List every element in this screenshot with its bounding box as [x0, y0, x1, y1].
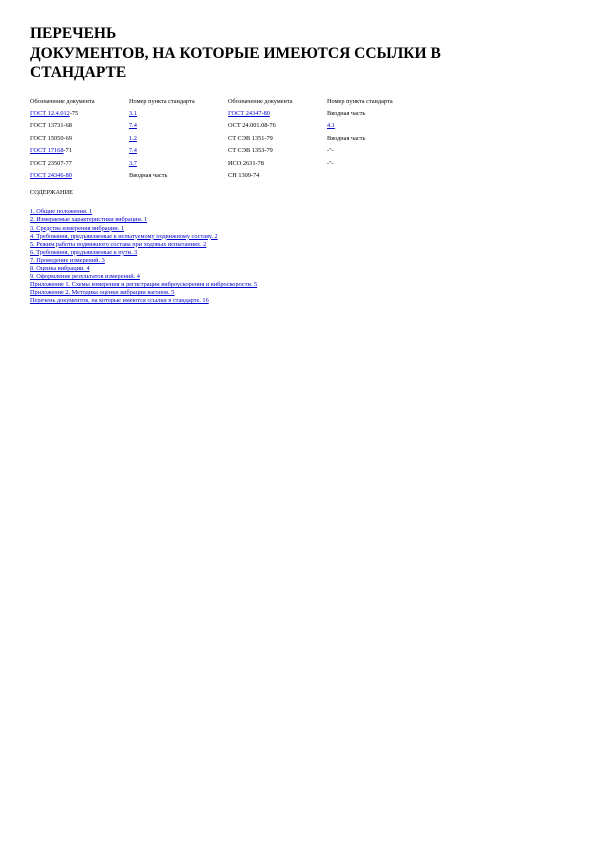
- table-cell: [30, 145, 129, 157]
- references-table: [30, 96, 396, 183]
- list-item: [30, 289, 570, 297]
- cell-text: -"-: [327, 147, 334, 155]
- table-cell: [30, 108, 129, 120]
- header-cell: Номер пункта стандарта: [327, 97, 393, 105]
- contents-link[interactable]: 4. Требования, предъявляемые к испытуемому подвижному составу. 2: [30, 232, 218, 240]
- document-page: [30, 0, 570, 305]
- cell-text: Вводная часть: [129, 171, 168, 179]
- list-item: [30, 273, 570, 281]
- table-cell: [327, 133, 396, 145]
- list-item: [30, 249, 570, 257]
- contents-link[interactable]: 3. Средства измерения вибрации. 1: [30, 224, 124, 232]
- table-cell: [228, 145, 327, 157]
- table-cell: [129, 158, 228, 170]
- cell-text: Вводная часть: [327, 134, 366, 142]
- table-row: [30, 170, 396, 182]
- header-cell: Обозначение документа: [228, 97, 293, 105]
- table-cell: [129, 133, 228, 145]
- cell-text: СТ СЭВ 1353-79: [228, 147, 273, 155]
- table-row: [30, 145, 396, 157]
- contents-link[interactable]: Приложение 2. Методика оценки вибрации вагонов. 5: [30, 289, 175, 297]
- cell-text: ИСО 2631-78: [228, 159, 264, 167]
- table-cell: [327, 145, 396, 157]
- table-cell: [129, 170, 228, 182]
- table-cell: [30, 120, 129, 132]
- reference-link[interactable]: ГОСТ 12.4.012: [30, 109, 70, 117]
- header-cell: Номер пункта стандарта: [129, 97, 195, 105]
- cell-text: ОСТ 24.001.08-76: [228, 122, 276, 130]
- list-item: [30, 208, 570, 216]
- table-row: [30, 133, 396, 145]
- contents-list: [30, 208, 570, 305]
- cell-text: СТ СЭВ 1351-79: [228, 134, 273, 142]
- reference-link[interactable]: ГОСТ 17168: [30, 147, 64, 155]
- list-item: [30, 241, 570, 249]
- table-cell: [30, 170, 129, 182]
- cell-text-suffix: -71: [63, 147, 72, 155]
- title-line-3: СТАНДАРТЕ: [30, 64, 127, 81]
- table-cell: [30, 158, 129, 170]
- cell-text: Вводная часть: [327, 109, 366, 117]
- list-item: [30, 281, 570, 289]
- table-cell: [129, 145, 228, 157]
- reference-link[interactable]: 4.1: [327, 122, 335, 130]
- table-cell: [327, 108, 396, 120]
- title-line-1: ПЕРЕЧЕНЬ: [30, 25, 117, 42]
- reference-link[interactable]: 3.7: [129, 159, 137, 167]
- table-header-row: [30, 96, 396, 108]
- reference-link[interactable]: 3.1: [129, 109, 137, 117]
- header-cell: Обозначение документа: [30, 97, 95, 105]
- contents-link[interactable]: 6. Требования, предъявляемые к пути. 3: [30, 248, 138, 256]
- contents-link[interactable]: 8. Оценка вибрации. 4: [30, 265, 90, 272]
- reference-link[interactable]: 7.4: [129, 122, 137, 130]
- table-row: [30, 108, 396, 120]
- reference-link[interactable]: 7.4: [129, 147, 137, 155]
- cell-text: -"-: [327, 159, 334, 167]
- table-cell: [228, 158, 327, 170]
- table-cell: [327, 120, 396, 132]
- contents-link[interactable]: 1. Общие положения. 1: [30, 208, 93, 216]
- table-cell: [327, 170, 396, 182]
- page-title: [30, 0, 570, 83]
- contents-link[interactable]: 5. Режим работы подвижного состава при ходовых испытаниях. 2: [30, 240, 207, 248]
- contents-link[interactable]: 9. Оформление результатов измерений. 4: [30, 273, 140, 281]
- table-cell: [228, 108, 327, 120]
- contents-link[interactable]: Перечень документов, на которые имеются ссылки в стандарте. 16: [30, 297, 209, 305]
- list-item: [30, 257, 570, 265]
- list-item: [30, 225, 570, 233]
- title-line-2: ДОКУМЕНТОВ, НА КОТОРЫЕ ИМЕЮТСЯ ССЫЛКИ В: [30, 44, 441, 62]
- table-cell: [30, 133, 129, 145]
- table-row: [30, 158, 396, 170]
- cell-text: ГОСТ 13731-68: [30, 122, 72, 130]
- table-cell: [228, 133, 327, 145]
- list-item: [30, 297, 570, 305]
- table-cell: [228, 170, 327, 182]
- table-cell: [327, 158, 396, 170]
- cell-text: СН 1309-74: [228, 171, 260, 179]
- table-cell: [228, 120, 327, 132]
- cell-text: ГОСТ 23507-77: [30, 159, 72, 167]
- table-cell: [129, 108, 228, 120]
- cell-text-suffix: -75: [69, 109, 79, 117]
- table-cell: [129, 120, 228, 132]
- list-item: [30, 233, 570, 241]
- contents-link[interactable]: 7. Проведение измерений. 3: [30, 256, 105, 264]
- contents-link[interactable]: Приложение 1. Схемы измерения и регистрации виброускорения и виброскорости. 5: [30, 281, 258, 289]
- contents-heading: СОДЕРЖАНИЕ: [30, 189, 73, 197]
- reference-link[interactable]: ГОСТ 24346-80: [30, 171, 72, 179]
- list-item: [30, 265, 570, 273]
- table-row: [30, 120, 396, 132]
- contents-link[interactable]: 2. Измеряемые характеристики вибрации. 1: [30, 216, 148, 224]
- reference-link[interactable]: ГОСТ 24347-80: [228, 109, 270, 117]
- cell-text: ГОСТ 15050-69: [30, 134, 72, 142]
- reference-link[interactable]: 1.2: [129, 134, 137, 142]
- list-item: [30, 216, 570, 224]
